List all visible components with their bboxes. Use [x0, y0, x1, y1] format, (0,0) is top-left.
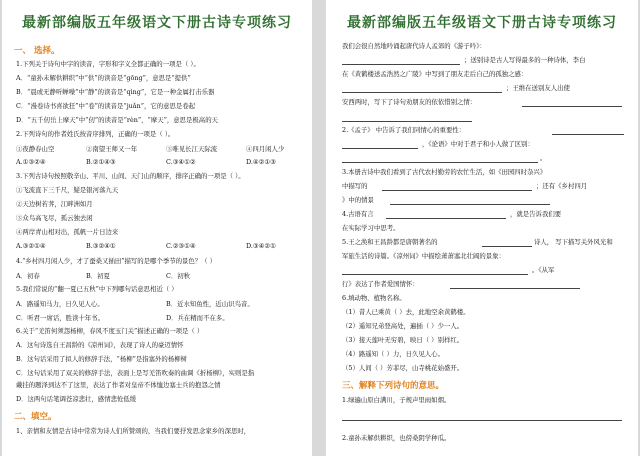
- fill-1-text: ；王维在送别友人出使: [506, 84, 570, 92]
- fill-question-5: 5.王之涣和王昌龄都是唐朝著名的: [342, 238, 438, 246]
- explain-question-1: 1.绿遍山原白满川，子规声里雨如烟。: [342, 396, 451, 404]
- fill-4-text: ，就是告诉我们要: [510, 210, 562, 218]
- q4-option-a: A．初春: [16, 272, 40, 280]
- fill-4-text: 在实际学习中思考。: [342, 224, 400, 232]
- answer-blank[interactable]: [342, 121, 472, 122]
- question-5: 5.我们常说的“翻一夏已五秋”中下列哪句话意思相近（ ）: [16, 285, 178, 293]
- fill-6-item-2: （2）遥知兄弟登高处，遍插（ ）少一人。: [342, 322, 464, 330]
- q2-option-d: D.④②①③: [246, 158, 276, 166]
- fill-3-text: 》中的情景: [342, 196, 374, 204]
- fill-1-text: ；送别诗是古人写得最多的一种诗体，李白: [464, 56, 586, 64]
- left-page: [2, 0, 312, 456]
- q1-option-d: D．“五千仞岳上摩天”中“仞”的读音是“rèn”，“摩天”，意思是极高的天: [16, 116, 218, 124]
- section-heading-choice: 一、 选择。: [14, 46, 60, 56]
- answer-blank[interactable]: [552, 134, 624, 135]
- q3-item-4: ④两岸青山相对出，孤帆一片日边来: [16, 228, 119, 236]
- answer-blank[interactable]: [342, 420, 622, 421]
- q3-option-c: C.②③①④: [166, 242, 196, 250]
- question-4: 4.“乡村四月闲人少，才了蚕桑又插田”描写的是哪个季节的景色？（ ）: [16, 257, 216, 265]
- q3-item-3: ③众鸟高飞尽，孤云独去闲: [16, 214, 93, 222]
- answer-blank[interactable]: [342, 92, 502, 93]
- explain-question-2: 2.童孙未解供耕织，也傍桑阴学种瓜。: [342, 434, 451, 442]
- q3-option-b: B.③②④①: [86, 242, 116, 250]
- fill-1-continued: 我们会很自然地吟诵起唐代诗人孟郊的《游子吟》：: [342, 42, 486, 50]
- q2-item-3: ③唯见长江天际流: [166, 145, 218, 153]
- answer-blank[interactable]: [342, 64, 460, 65]
- page-title: 最新部编版五年级语文下册古诗专项练习: [22, 15, 292, 31]
- fill-question-1: 1、亲情和友情是古诗中常常为诗人们所赞颂的，当我们要抒发思念家乡的深思时，: [16, 427, 251, 435]
- q2-option-b: B.②①④③: [86, 158, 116, 166]
- fill-2-end: 。: [540, 154, 547, 162]
- q2-item-4: ④四月闲人少: [246, 145, 285, 153]
- answer-blank[interactable]: [450, 288, 580, 289]
- right-page: [326, 0, 638, 456]
- q4-option-c: C．初秋: [166, 272, 191, 280]
- q1-option-c: C．“漫卷诗书喜欲狂”中“卷”的读音是“juǎn”，它的意思是卷起: [16, 102, 196, 110]
- section-heading-fill: 二、填空。: [14, 412, 57, 422]
- fill-5-text: 行》表达了作者爱国情怀：: [342, 280, 419, 288]
- fill-question-3: 3.本册古诗中我们看到了古代农村勤劳的农忙生活，如《田园四时杂兴》: [342, 168, 547, 176]
- q2-option-c: C.③④①②: [166, 158, 196, 166]
- q5-option-a: A．路遥知马力，日久见人心。: [16, 300, 104, 308]
- question-1: 1.下列关于诗句中字的读音，字形和字义全都正确的一项是（ ）。: [16, 60, 200, 68]
- answer-blank[interactable]: [522, 106, 622, 107]
- q3-item-1: ①飞流直下三千尺，疑是银河落九天: [16, 186, 119, 194]
- question-2: 2.下列诗句的作者姓氏按音序排列，正确的一项是（ ）。: [16, 130, 175, 138]
- answer-blank[interactable]: [342, 148, 418, 149]
- answer-blank[interactable]: [386, 218, 506, 219]
- q6-option-c-line2: 戴挂的题泽到达不了这里，表达了作者对皇帝不体恤边塞士兵的抱怨之情: [16, 381, 221, 389]
- q6-option-d: D．这两句话笔调苍凉悲壮，感情悲怆低缓: [16, 395, 137, 403]
- fill-question-6: 6.填动物、植物名称。: [342, 294, 406, 302]
- fill-6-item-1: （1）昔人已乘黄（ ）去，此地空余黄鹤楼。: [342, 308, 470, 316]
- q3-option-d: D.③④②①: [246, 242, 276, 250]
- fill-question-4: 4.古语有言: [342, 210, 374, 218]
- answer-blank[interactable]: [342, 274, 528, 275]
- q4-option-b: B．初夏: [86, 272, 110, 280]
- fill-5-text: 诗人， 写下描写关外风光和: [534, 238, 613, 246]
- fill-6-item-5: （5）人间（ ）芳菲尽，山寺桃花始盛开。: [342, 364, 464, 372]
- question-6: 6.关于“羌笛何须怨杨柳，春风不度玉门关”描述正确的一项是（ ）: [16, 327, 204, 335]
- q1-option-a: A．“童孙未解供耕织”中“供”的读音是“gōng”，意思是“提供”: [16, 74, 191, 82]
- q2-option-a: A.①③②④: [16, 158, 46, 166]
- q6-option-a: A．这句诗选自王昌龄的《凉州词》，表现了诗人的豪迈情怀: [16, 341, 184, 349]
- fill-2-text: ，《论语》中对于君子和小人做了区别：: [422, 140, 534, 148]
- answer-blank[interactable]: [390, 204, 550, 205]
- fill-6-item-4: （4）路遥知（ ）力，日久见人心。: [342, 350, 444, 358]
- fill-6-item-3: （3）接天莲叶无穷碧，映日（ ）别样红。: [342, 336, 464, 344]
- q6-option-b: B．这句话采用了拟人的修辞手法，“杨柳”是指塞外的杨柳树: [16, 355, 187, 363]
- fill-5-text: 军旅生活的诗篇。《凉州词》中描绘萧萧塞北壮阔的景象：: [342, 252, 505, 260]
- section-heading-explain: 三、解释下列诗句的意思。: [342, 381, 445, 391]
- answer-blank[interactable]: [382, 190, 532, 191]
- fill-1-text: 在《黄鹤楼送孟浩然之广陵》中写到了朋友走后自己的孤独之感：: [342, 70, 528, 78]
- answer-blank[interactable]: [482, 246, 532, 247]
- q2-item-2: ②南望王师又一年: [86, 145, 138, 153]
- q5-option-b: B．近水知鱼性，近山识鸟音。: [166, 300, 254, 308]
- fill-question-2: 2.《孟子》 中告诉了我们同情心的重要性：: [342, 126, 466, 134]
- q3-option-a: A.③②①④: [16, 242, 46, 250]
- answer-blank[interactable]: [342, 162, 538, 163]
- fill-5-text: 。《从军: [532, 266, 555, 274]
- fill-3-text: ；还有《乡村四月: [536, 182, 588, 190]
- fill-3-text: 中描写的: [342, 182, 368, 190]
- q5-option-c: C．听君一席话，胜读十年书。: [16, 314, 104, 322]
- q6-option-c-line1: C．这句话采用了双关的修辞手法，表面上是写羌笛吹奏的曲调《折杨柳》，实则是指: [16, 369, 255, 377]
- q3-item-2: ②天边树若荠，江畔洲如月: [16, 200, 93, 208]
- page-title: 最新部编版五年级语文下册古诗专项练习: [347, 15, 617, 31]
- q1-option-b: B．“晨或无静听蝉噪”中“静”的读音是“qìng”，它是一种金属打击乐器: [16, 88, 215, 96]
- fill-1-text: 安西两时，写下了诗句劝朋友的依依惜别之情：: [342, 98, 477, 106]
- question-3: 3.下列古诗句按照敬辛山、平川、山间、天门山的顺序，排序正确的一项是（ ）。: [16, 172, 245, 180]
- q2-item-1: ①夜静春山空: [16, 145, 55, 153]
- q5-option-d: D．兵在精而不在多。: [166, 314, 229, 322]
